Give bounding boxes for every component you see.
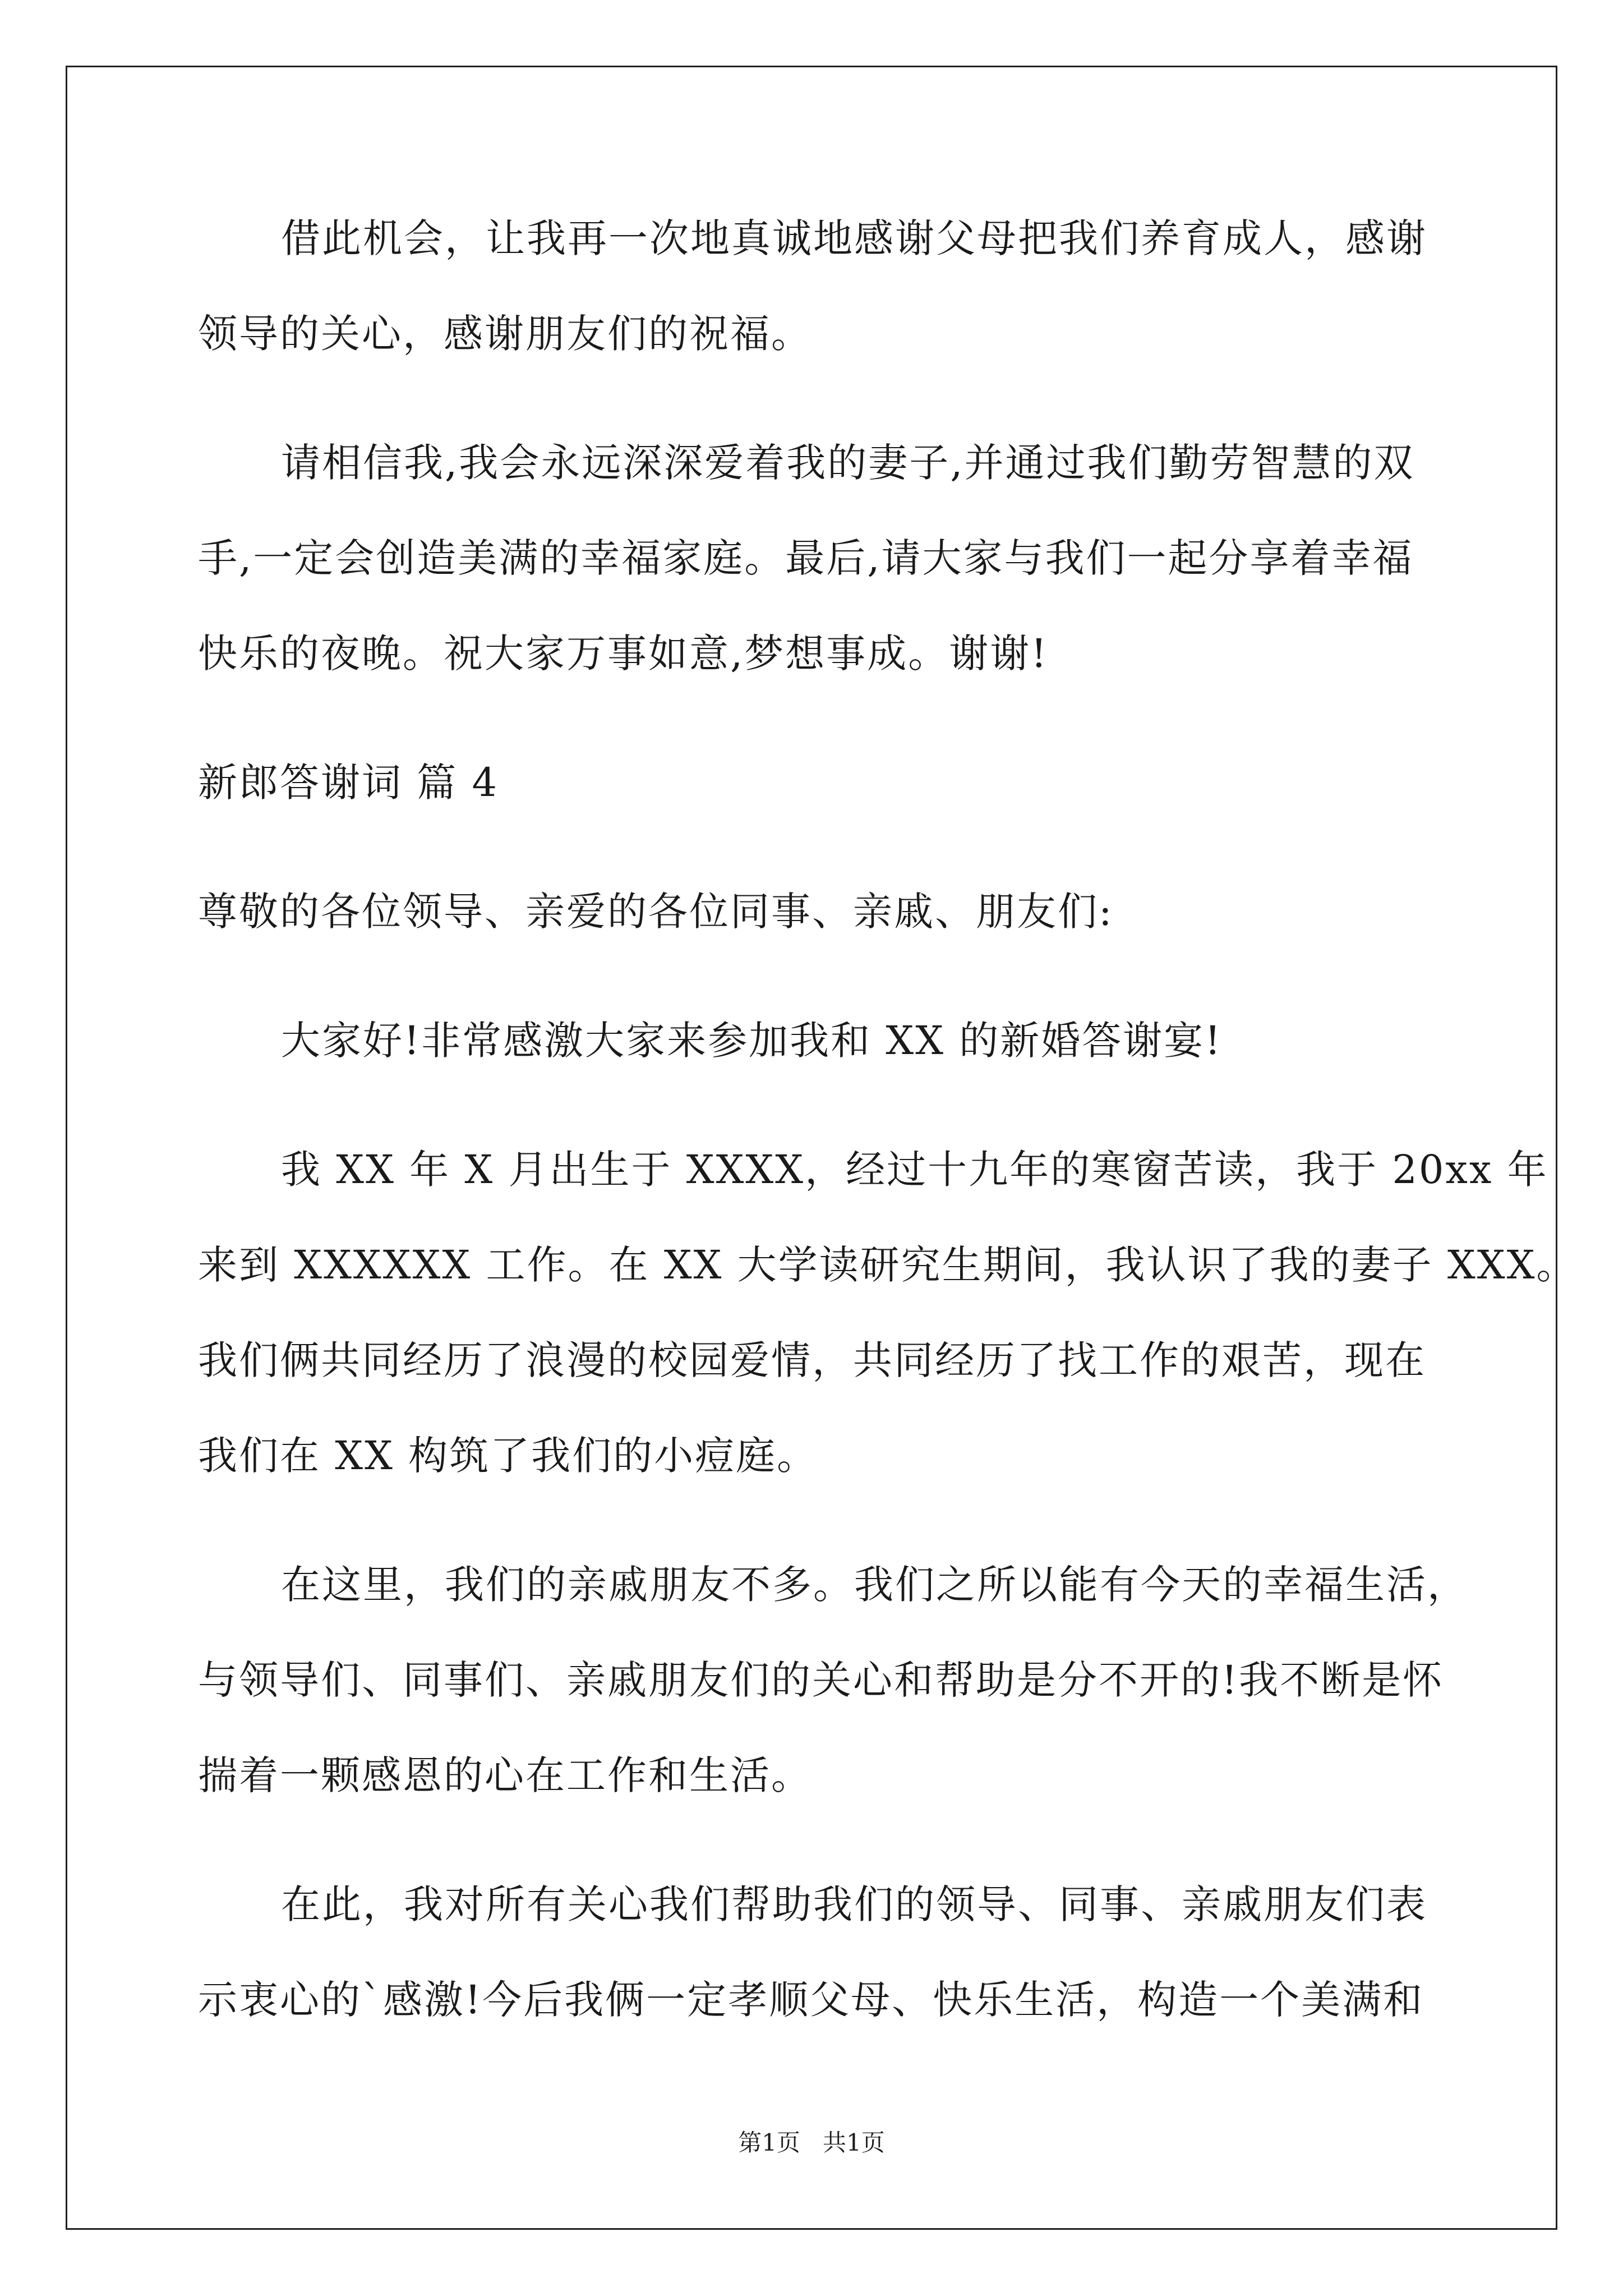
- page-footer: 第1页 共1页: [738, 2129, 885, 2156]
- paragraph-line: 揣着一颗感恩的心在工作和生活。: [198, 1752, 812, 1798]
- paragraph-line: 请相信我,我会永远深深爱着我的妻子,并通过我们勤劳智慧的双: [281, 440, 1415, 486]
- paragraph-line: 与领导们、同事们、亲戚朋友们的关心和帮助是分不开的!我不断是怀: [198, 1657, 1444, 1703]
- paragraph-line: 在此，我对所有关心我们帮助我们的领导、同事、亲戚朋友们表: [281, 1881, 1427, 1927]
- paragraph-line: 大家好!非常感激大家来参加我和 XX 的新婚答谢宴!: [281, 1018, 1223, 1064]
- paragraph-line: 我们俩共同经历了浪漫的校园爱情，共同经历了找工作的艰苦，现在: [198, 1337, 1426, 1383]
- paragraph-line: 在这里，我们的亲戚朋友不多。我们之所以能有今天的幸福生活，: [281, 1562, 1468, 1608]
- paragraph-line: 示衷心的`感激!今后我俩一定孝顺父母、快乐生活，构造一个美满和: [198, 1977, 1424, 2023]
- paragraph-line: 我 XX 年 X 月出生于 XXXX，经过十九年的寒窗苦读，我于 20xx 年: [281, 1147, 1548, 1193]
- salutation-line: 尊敬的各位领导、亲爱的各位同事、亲戚、朋友们:: [198, 889, 1114, 935]
- paragraph-line: 来到 XXXXXX 工作。在 XX 大学读研究生期间，我认识了我的妻子 XXX。: [198, 1242, 1578, 1288]
- paragraph-line: 我们在 XX 构筑了我们的小痘庭。: [198, 1433, 818, 1479]
- paragraph-line: 领导的关心，感谢朋友们的祝福。: [198, 311, 812, 357]
- section-heading: 新郎答谢词 篇 4: [198, 760, 499, 806]
- paragraph-line: 手,一定会创造美满的幸福家庭。最后,请大家与我们一起分享着幸福: [198, 535, 1414, 581]
- paragraph-line: 借此机会，让我再一次地真诚地感谢父母把我们养育成人，感谢: [281, 215, 1427, 261]
- paragraph-line: 快乐的夜晚。祝大家万事如意,梦想事成。谢谢!: [198, 631, 1049, 677]
